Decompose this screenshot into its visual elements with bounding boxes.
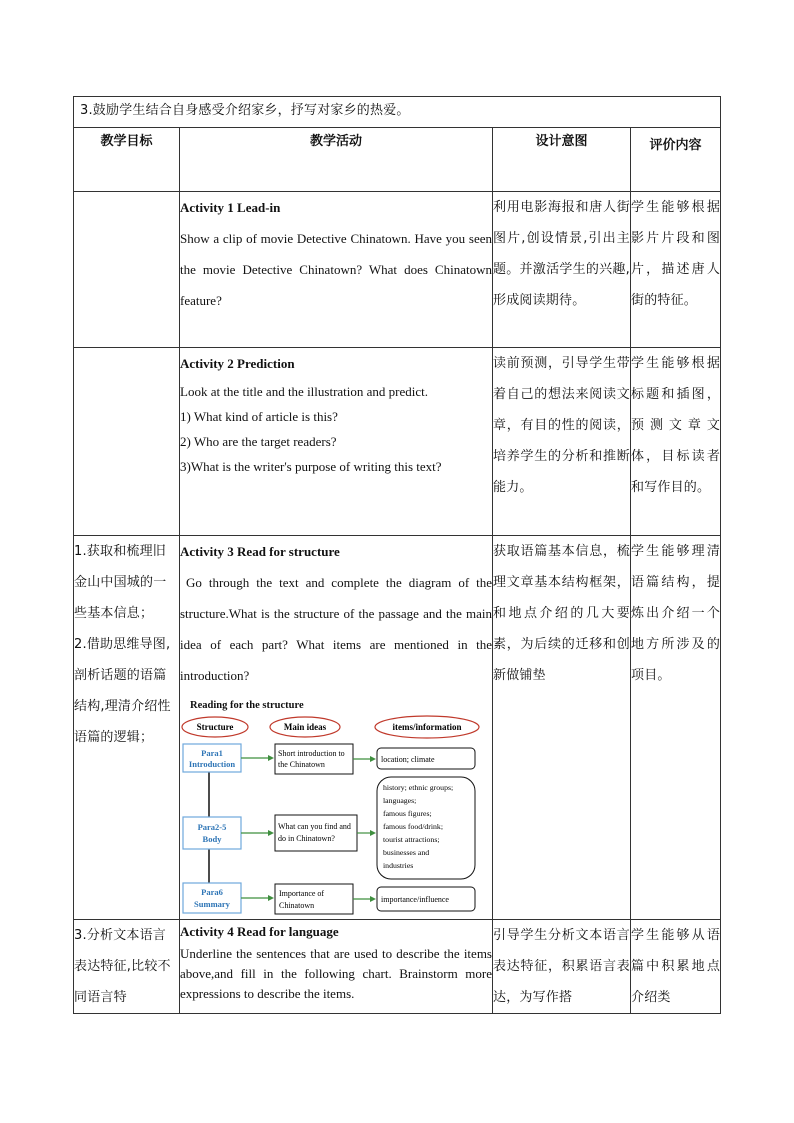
diagram-arrowhead [370, 830, 376, 836]
diagram-arrowhead [268, 830, 274, 836]
intent-cell: 引导学生分析文本语言表达特征，积累语言表达，为写作搭 [493, 920, 631, 1014]
structure-diagram [180, 697, 492, 919]
items-text: location; climate [381, 755, 435, 764]
diagram-col-header: Structure [196, 722, 234, 732]
activity-cell [180, 348, 493, 536]
activity-title: Activity 1 Lead-in [180, 200, 281, 215]
activity-row [74, 192, 721, 348]
goal-cell: 1.获取和梳理旧金山中国城的一些基本信息； 2.借助思维导图,剖析话题的语篇结构,理清介绍性语篇的逻辑； [74, 536, 180, 920]
activity-cell [180, 192, 493, 348]
main-idea-text: Importance of [279, 889, 325, 898]
items-text: history; ethnic groups; [383, 783, 454, 792]
para-label: Para6 [201, 887, 223, 897]
diagram-arrowhead [370, 756, 376, 762]
main-idea-box [275, 815, 357, 851]
intent-cell: 利用电影海报和唐人街图片,创设情景,引出主题。并激活学生的兴趣,形成阅读期待。 [493, 192, 631, 348]
diagram-title: Reading for the structure [190, 700, 304, 711]
intent-cell: 读前预测，引导学生带着自己的想法来阅读文章，有目的性的阅读，培养学生的分析和推断能力。 [493, 348, 631, 536]
activity-line: 1) What kind of article is this? [180, 409, 338, 424]
main-idea-text: Chinatown [279, 901, 315, 910]
main-idea-text: Short introduction to [278, 749, 345, 758]
items-text: tourist attractions; [383, 835, 440, 844]
header-intent: 设计意图 [493, 128, 631, 192]
main-idea-text: the Chinatown [278, 760, 325, 769]
intent-cell: 获取语篇基本信息，梳理文章基本结构框架，和地点介绍的几大要素，为后续的迁移和创新做铺垫 [493, 536, 631, 920]
items-text: importance/influence [381, 895, 449, 904]
activity-title: Activity 2 Prediction [180, 356, 295, 371]
activity-row [74, 348, 721, 536]
header-row [74, 128, 721, 192]
lesson-plan-table [73, 96, 721, 1014]
activity-title: Activity 3 Read for structure [180, 544, 340, 559]
para-label: Introduction [188, 759, 236, 769]
diagram-arrowhead [370, 896, 376, 902]
activity-row [74, 920, 721, 1014]
main-idea-text: What can you find and [278, 822, 351, 831]
activity-title: Activity 4 Read for language [180, 924, 339, 939]
para-label: Body [202, 834, 222, 844]
activity-line: Show a clip of movie Detective Chinatown. Have you seen the movie Detective Chinatown? What does Chinatown feature? [180, 231, 492, 308]
para-label: Para2-5 [197, 822, 227, 832]
activity-line: 3)What is the writer's purpose of writing this text? [180, 459, 442, 474]
structure-diagram-svg [180, 697, 480, 919]
goal-cell: 3.分析文本语言表达特征,比较不同语言特 [74, 920, 180, 1014]
para-label: Para1 [201, 748, 223, 758]
activity-row [74, 536, 721, 920]
goal-cell [74, 348, 180, 536]
diagram-arrowhead [268, 895, 274, 901]
header-evaluation: 评价内容 [631, 128, 721, 192]
diagram-col-header: Main ideas [283, 722, 327, 732]
header-goal: 教学目标 [74, 128, 180, 192]
main-idea-text: do in Chinatown? [278, 834, 335, 843]
goal-cell [74, 192, 180, 348]
items-text: industries [383, 861, 414, 870]
activity-line: 2) Who are the target readers? [180, 434, 337, 449]
evaluation-cell: 学生能够理清语篇结构，提炼出介绍一个地方所涉及的项目。 [631, 536, 721, 920]
items-text: businesses and [383, 848, 430, 857]
items-text: famous food/drink; [383, 822, 443, 831]
header-activity: 教学活动 [180, 128, 493, 192]
activity-line: Go through the text and complete the diagram of the structure.What is the structure of the passage and the main idea of each part? What items are mentioned in the introduction? [180, 575, 492, 683]
items-text: languages; [383, 796, 417, 805]
top-goal-text: 3.鼓励学生结合自身感受介绍家乡，抒写对家乡的热爱。 [74, 97, 721, 128]
items-text: famous figures; [383, 809, 432, 818]
activity-line: Underline the sentences that are used to describe the items above,and fill in the following chart. Brainstorm more expressions to describe the items. [180, 946, 492, 1001]
evaluation-cell: 学生能够从语篇中积累地点介绍类 [631, 920, 721, 1014]
top-goal-row [74, 97, 721, 128]
evaluation-cell: 学生能够根据影片片段和图片，描述唐人街的特征。 [631, 192, 721, 348]
diagram-col-header: items/information [392, 722, 462, 732]
evaluation-cell: 学生能够根据标题和插图，预测文章文体，目标读者和写作目的。 [631, 348, 721, 536]
para-label: Summary [194, 899, 230, 909]
activity-cell [180, 536, 493, 920]
activity-cell [180, 920, 493, 1014]
diagram-arrowhead [268, 755, 274, 761]
activity-line: Look at the title and the illustration and predict. [180, 384, 429, 399]
